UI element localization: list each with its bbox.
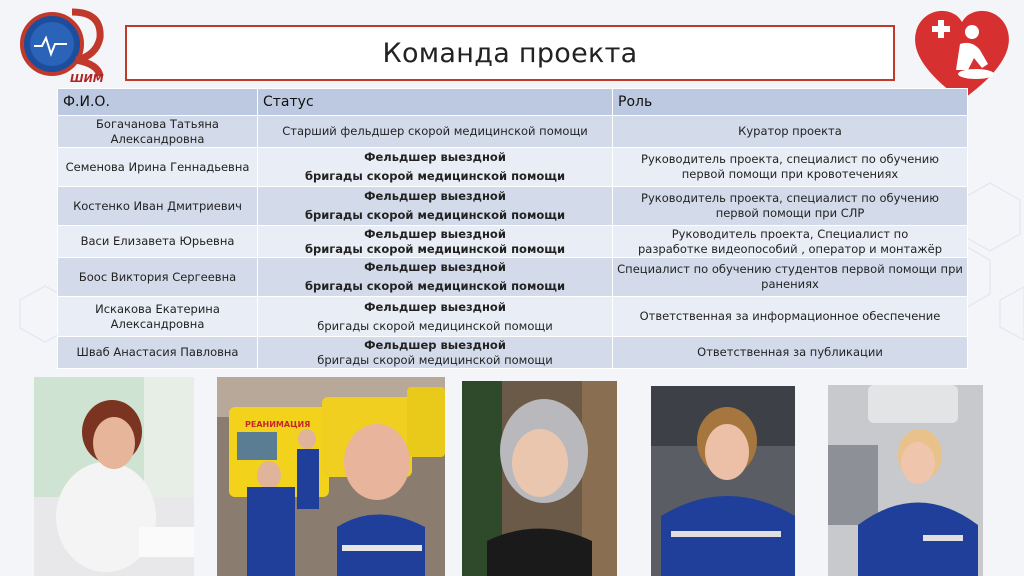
team-photo-4 bbox=[651, 386, 795, 576]
cell-status bbox=[258, 226, 613, 258]
header-status: Статус bbox=[258, 89, 613, 116]
cell-role bbox=[613, 258, 968, 297]
team-photo-1 bbox=[34, 377, 194, 576]
table-row bbox=[58, 297, 968, 337]
organization-logo bbox=[12, 6, 122, 86]
cell-name: Васи Елизавета Юрьевна bbox=[58, 226, 258, 258]
ambulance-label: РЕАНИМАЦИЯ bbox=[245, 420, 311, 429]
status-line: бригады скорой медицинской помощи bbox=[304, 279, 566, 293]
cell-role bbox=[613, 226, 968, 258]
status-line: Фельдшер выездной bbox=[364, 337, 506, 352]
role-line: Ответственная за публикации bbox=[697, 345, 883, 359]
table-row bbox=[58, 148, 968, 187]
cell-name: Боос Виктория Сергеевна bbox=[58, 258, 258, 297]
cell-status bbox=[258, 148, 613, 187]
cell-status bbox=[258, 297, 613, 337]
cell-name: Богачанова Татьяна Александровна bbox=[58, 116, 258, 148]
status-line: Фельдшер выездной bbox=[364, 189, 506, 203]
team-photo-3 bbox=[462, 381, 617, 576]
cell-role bbox=[613, 297, 968, 337]
status-line: бригады скорой медицинской помощи bbox=[304, 169, 566, 183]
cell-role bbox=[613, 337, 968, 369]
table-row bbox=[58, 337, 968, 369]
header-name: Ф.И.О. bbox=[58, 89, 258, 116]
logo-text: ШИМ bbox=[70, 72, 104, 85]
status-line: Фельдшер выездной bbox=[364, 226, 506, 241]
table-row bbox=[58, 226, 968, 258]
table-row bbox=[58, 116, 968, 148]
table-header-row bbox=[58, 89, 968, 116]
role-line: Руководитель проекта, Специалист по bbox=[671, 226, 909, 241]
cell-status bbox=[258, 258, 613, 297]
status-line: Старший фельдшер скорой медицинской помощи bbox=[282, 124, 588, 138]
status-line: бригады скорой медицинской помощи bbox=[317, 352, 553, 367]
role-line: Ответственная за информационное обеспечение bbox=[639, 309, 941, 323]
role-line: Руководитель проекта, специалист по обучению bbox=[641, 191, 939, 205]
status-line: бригады скорой медицинской помощи bbox=[304, 208, 566, 222]
role-line: Куратор проекта bbox=[738, 124, 842, 138]
team-photo-2 bbox=[217, 377, 445, 576]
page-title: Команда проекта bbox=[382, 37, 638, 69]
cell-status bbox=[258, 116, 613, 148]
cell-role bbox=[613, 116, 968, 148]
table-row bbox=[58, 187, 968, 226]
header-role: Роль bbox=[613, 89, 968, 116]
status-line: Фельдшер выездной bbox=[364, 150, 506, 164]
role-line: Руководитель проекта, специалист по обучению bbox=[641, 152, 939, 166]
team-table bbox=[57, 88, 968, 369]
role-line: разработке видеопособий , оператор и монтажёр bbox=[637, 241, 943, 256]
status-line: Фельдшер выездной bbox=[364, 260, 506, 274]
status-line: бригады скорой медицинской помощи bbox=[317, 318, 553, 333]
cell-role bbox=[613, 148, 968, 187]
role-line: первой помощи при СЛР bbox=[715, 206, 865, 220]
cell-role bbox=[613, 187, 968, 226]
cell-status bbox=[258, 187, 613, 226]
cell-name: Шваб Анастасия Павловна bbox=[58, 337, 258, 369]
role-line: Специалист по обучению студентов первой помощи при bbox=[617, 262, 963, 276]
cell-name: Искакова Екатерина Александровна bbox=[58, 297, 258, 337]
team-photo-5 bbox=[828, 385, 983, 576]
cell-name: Семенова Ирина Геннадьевна bbox=[58, 148, 258, 187]
cell-status bbox=[258, 337, 613, 369]
table-row bbox=[58, 258, 968, 297]
status-line: Фельдшер выездной bbox=[364, 299, 506, 314]
title-box bbox=[125, 25, 895, 81]
role-line: первой помощи при кровотечениях bbox=[681, 167, 899, 181]
cell-name: Костенко Иван Дмитриевич bbox=[58, 187, 258, 226]
status-line: бригады скорой медицинской помощи bbox=[304, 241, 566, 256]
role-line: ранениях bbox=[761, 277, 819, 291]
